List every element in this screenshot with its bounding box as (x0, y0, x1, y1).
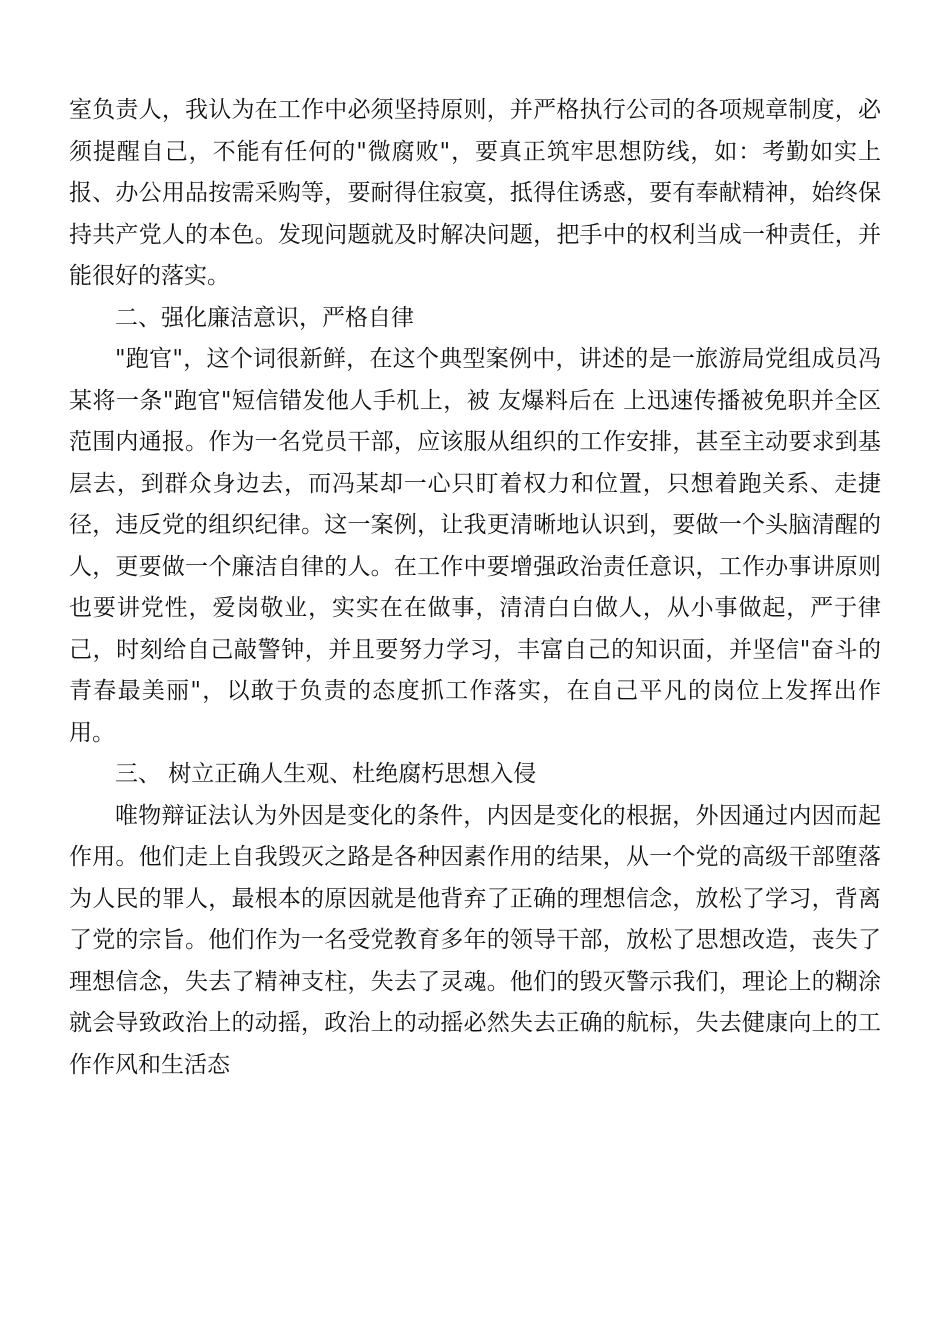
body-paragraph-1: 室负责人，我认为在工作中必须坚持原则，并严格执行公司的各项规章制度，必须提醒自己，不能有任何的"微腐败"，要真正筑牢思想防线，如：考勤如实上报、办公用品按需采购等，要耐得住寂寞，抵得住诱惑，要有奉献精神，始终保持共产党人的本色。发现问题就及时解决问题，把手中的权利当成一种责任，并能很好的落实。 (69, 97, 881, 289)
body-paragraph-3: 唯物辩证法认为外因是变化的条件，内因是变化的根据，外因通过内因而起作用。他们走上自我毁灭之路是各种因素作用的结果，从一个党的高级干部堕落为人民的罪人，最根本的原因就是他背弃了正确的理想信念，放松了学习，背离了党的宗旨。他们作为一名受党教育多年的领导干部，放松了思想改造，丧失了理想信念，失去了精神支柱，失去了灵魂。他们的毁灭警示我们，理论上的糊涂就会导致政治上的动摇，政治上的动摇必然失去正确的航标，失去健康向上的工作作风和生活态 (69, 802, 881, 1078)
body-paragraph-2: "跑官"，这个词很新鲜，在这个典型案例中，讲述的是一旅游局党组成员冯某将一条"跑官"短信错发他人手机上，被 友爆料后在 上迅速传播被免职并全区范围内通报。作为一名党员干部，应该服从组织的工作安排，甚至主动要求到基层去，到群众身边去，而冯某却一心只盯着权力和位置，只想着跑关系、走捷径，违反党的组织纪律。这一案例，让我更清晰地认识到，要做一个头脑清醒的人，更要做一个廉洁自律的人。在工作中要增强政治责任意识，工作办事讲原则也要讲党性，爱岗敬业，实实在在做事，清清白白做人，从小事做起，严于律己，时刻给自己敲警钟，并且要努力学习，丰富自己的知识面，并坚信"奋斗的青春最美丽"，以敢于负责的态度抓工作落实，在自己平凡的岗位上发挥出作用。 (69, 346, 881, 746)
section-heading-3: 三、 树立正确人生观、杜绝腐朽思想入侵 (115, 761, 537, 787)
document-page (69, 90, 881, 1086)
section-heading-2: 二、强化廉洁意识，严格自律 (115, 304, 414, 331)
